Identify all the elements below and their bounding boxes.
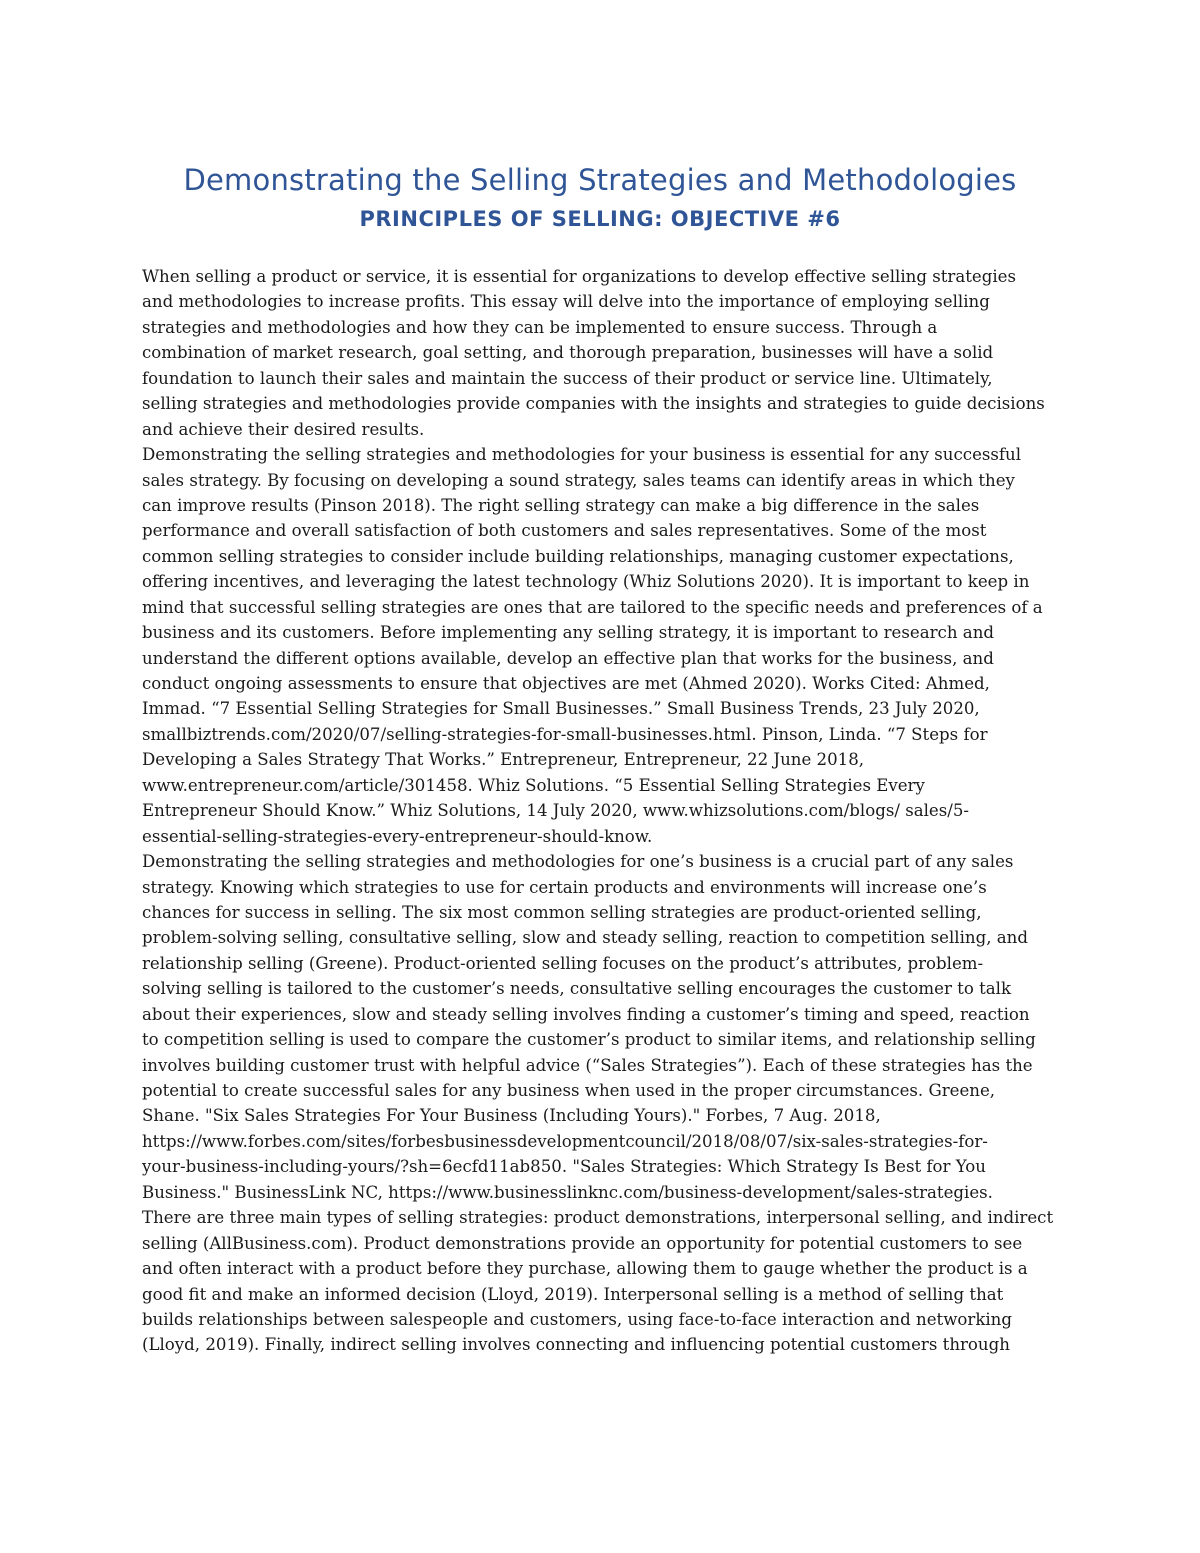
body-line: There are three main types of selling strategies: product demonstrations, interpersonal selling, and indirect [142, 1208, 1054, 1228]
body-line: about their experiences, slow and steady selling involves finding a customer’s timing and speed, reaction [142, 1004, 1030, 1024]
body-line: sales strategy. By focusing on developing a sound strategy, sales teams can identify areas in which they [142, 470, 1015, 490]
body-line: can improve results (Pinson 2018). The right selling strategy can make a big difference in the sales [142, 495, 980, 515]
body-line: strategy. Knowing which strategies to use for certain products and environments will increase one’s [142, 877, 987, 897]
body-line: and often interact with a product before they purchase, allowing them to gauge whether the product is a [142, 1259, 1028, 1279]
body-line: foundation to launch their sales and maintain the success of their product or service line. Ultimately, [142, 368, 993, 388]
body-line: involves building customer trust with helpful advice (“Sales Strategies”). Each of these strategies has the [142, 1055, 1033, 1075]
body-line: good fit and make an informed decision (Lloyd, 2019). Interpersonal selling is a method of selling that [142, 1284, 1004, 1304]
body-line: strategies and methodologies and how they can be implemented to ensure success. Through a [142, 317, 938, 337]
body-line: Developing a Sales Strategy That Works.” Entrepreneur, Entrepreneur, 22 June 2018, [142, 750, 865, 770]
body-line: selling strategies and methodologies provide companies with the insights and strategies to guide decisions [142, 394, 1045, 414]
body-line: Business." BusinessLink NC, https://www.businesslinknc.com/business-development/sales-strategies. [142, 1182, 993, 1202]
body-line: offering incentives, and leveraging the latest technology (Whiz Solutions 2020). It is important to keep in [142, 572, 1030, 592]
body-line: your-business-including-yours/?sh=6ecfd11ab850. "Sales Strategies: Which Strategy Is Best for You [142, 1157, 986, 1177]
body-line: builds relationships between salespeople and customers, using face-to-face interaction and networking [142, 1309, 1012, 1329]
body-line: chances for success in selling. The six most common selling strategies are product-oriented selling, [142, 902, 982, 922]
body-line: When selling a product or service, it is essential for organizations to develop effective selling strategies [142, 267, 1016, 286]
document-subtitle: PRINCIPLES OF SELLING: OBJECTIVE #6 [359, 207, 841, 231]
body-line: business and its customers. Before implementing any selling strategy, it is important to research and [142, 623, 995, 643]
body-line: mind that successful selling strategies are ones that are tailored to the specific needs and preferences of a [142, 597, 1043, 617]
body-line: common selling strategies to consider include building relationships, managing customer expectations, [142, 546, 1014, 566]
body-line: and methodologies to increase profits. This essay will delve into the importance of employing selling [142, 292, 990, 312]
body-line: Immad. “7 Essential Selling Strategies for Small Businesses.” Small Business Trends, 23 July 2020, [142, 699, 980, 719]
body-line: selling (AllBusiness.com). Product demonstrations provide an opportunity for potential customers to see [142, 1233, 1023, 1253]
body-line: solving selling is tailored to the customer’s needs, consultative selling encourages the customer to talk [142, 979, 1012, 999]
body-line: Demonstrating the selling strategies and methodologies for one’s business is a crucial part of any sales [142, 852, 1014, 872]
body-line: https://www.forbes.com/sites/forbesbusinessdevelopmentcouncil/2018/08/07/six-sales-strategies-for- [142, 1131, 988, 1151]
document-title: Demonstrating the Selling Strategies and Methodologies [183, 163, 1017, 197]
body-line: conduct ongoing assessments to ensure that objectives are met (Ahmed 2020). Works Cited: Ahmed, [142, 674, 990, 693]
body-line: problem-solving selling, consultative selling, slow and steady selling, reaction to competition selling, and [142, 928, 1028, 948]
body-line: relationship selling (Greene). Product-oriented selling focuses on the product’s attributes, problem- [142, 953, 984, 973]
body-line: smallbiztrends.com/2020/07/selling-strategies-for-small-businesses.html. Pinson, Linda. “7 Steps for [142, 724, 988, 744]
body-line: www.entrepreneur.com/article/301458. Whiz Solutions. “5 Essential Selling Strategies Every [142, 775, 925, 795]
body-line: Demonstrating the selling strategies and methodologies for your business is essential for any successful [142, 445, 1022, 465]
body-line: to competition selling is used to compare the customer’s product to similar items, and relationship selling [142, 1030, 1036, 1050]
body-line: potential to create successful sales for any business when used in the proper circumstances. Greene, [142, 1081, 996, 1100]
body-line: essential-selling-strategies-every-entrepreneur-should-know. [142, 826, 653, 846]
body-line: (Lloyd, 2019). Finally, indirect selling involves connecting and influencing potential customers through [142, 1335, 1010, 1355]
body-line: combination of market research, goal setting, and thorough preparation, businesses will have a solid [142, 343, 994, 363]
body-line: Entrepreneur Should Know.” Whiz Solutions, 14 July 2020, www.whizsolutions.com/blogs/ sales/5- [142, 801, 970, 821]
document-body [142, 264, 1062, 1358]
body-line: Shane. "Six Sales Strategies For Your Business (Including Yours)." Forbes, 7 Aug. 2018, [142, 1106, 881, 1126]
body-line: performance and overall satisfaction of both customers and sales representatives. Some of the most [142, 521, 987, 541]
body-line: and achieve their desired results. [142, 419, 425, 439]
body-line: understand the different options available, develop an effective plan that works for the business, and [142, 648, 994, 668]
